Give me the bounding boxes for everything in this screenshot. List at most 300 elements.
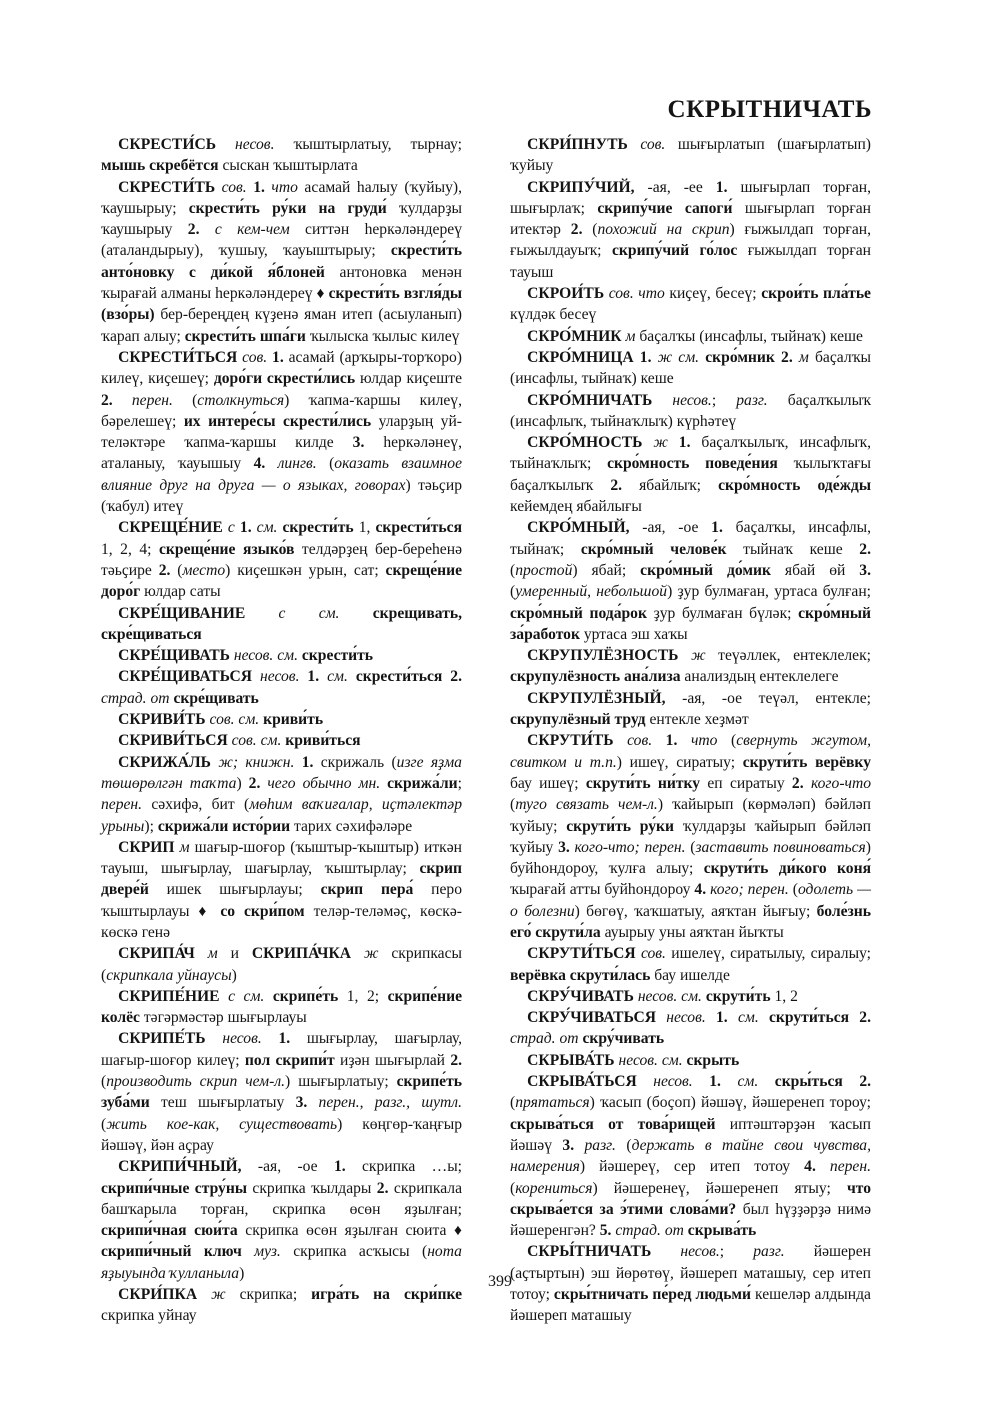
label-text: с см. [278, 604, 340, 622]
definition-text: -ая, -ее [634, 178, 716, 196]
headword-text: 3. [352, 434, 365, 452]
definition-text: скрипкала башҡарыла торған, скрипка өсөн яҙылған; [101, 1179, 462, 1218]
headword-text: 1. [716, 1009, 728, 1027]
definition-text: скрипка өсөн яҙылған сюита ♦ [237, 1222, 462, 1240]
definition-text [245, 605, 278, 622]
definition-text [319, 668, 327, 685]
label-text: см. [737, 1009, 759, 1027]
definition-text [651, 1243, 680, 1260]
definition-text: киҫеү, бесеү; [664, 285, 762, 303]
label-text: перен. [101, 796, 143, 814]
definition-text [706, 1009, 716, 1026]
dictionary-entry [510, 1050, 871, 1071]
definition-text: ) йәшеренеү, йәшеренеп ятыу; [592, 1179, 847, 1197]
headword-text: 2. [859, 540, 871, 558]
definition-text: йәшерен (аҫтыртын) эш йөрөтөү, йәшереп маташыу, сер итеп тотоу; [510, 1243, 871, 1304]
definition-text: ( [788, 881, 798, 899]
headword-text: 2. [158, 561, 171, 579]
headword-text: скрути́ться 2. [768, 1009, 871, 1027]
label-text: ж [691, 647, 706, 665]
definition-text: скрипка; [225, 1286, 312, 1304]
right-column [510, 134, 871, 1327]
dictionary-entry [510, 1007, 871, 1050]
definition-text: 1, 2, 4; [101, 540, 159, 558]
label-text: кого-что [810, 774, 872, 792]
definition-text [656, 1009, 666, 1026]
headword-text: СКРИ́ПНУТЬ [527, 136, 628, 153]
definition-text: еп сиратыу [700, 774, 792, 792]
headword-text: криви́ть [263, 711, 324, 729]
headword-text: скро́мный до́мик [640, 561, 771, 579]
definition-text [642, 434, 653, 451]
definition-text: тыйнаҡ кеше [726, 540, 860, 558]
definition-text [195, 945, 208, 962]
definition-text: ғыжылдап торған тауыш [510, 242, 871, 281]
definition-text: ) [231, 966, 237, 984]
definition-text: шығырлап торған, шығырлаҡ; [510, 178, 872, 217]
label-text: несов. [260, 668, 300, 686]
label-text: муз. [254, 1243, 281, 1261]
definition-text [804, 775, 811, 792]
label-text: мөһим ваҡиғалар, иҫтәлектәр урыны [101, 796, 463, 835]
definition-text: ситтән һеркәләндереү (аталандырыу), ҡушыу, ҡауыштырыу; [101, 221, 462, 260]
definition-text [693, 1073, 710, 1090]
headword-text: 1. [665, 732, 678, 750]
definition-text: уларҙың уй-теләктәре ҡапма-ҡаршы килде [101, 412, 462, 452]
label-text: сов. см. [209, 711, 260, 729]
definition-text: ) йәшереү, сер итеп тотоу [579, 1158, 805, 1176]
label-text: ж см. [657, 348, 700, 366]
definition-text: ( [510, 583, 516, 601]
definition-text [252, 668, 260, 685]
definition-text: -ая, -ое [241, 1158, 334, 1176]
headword-text: скры́тничать пе́ред людьми́ [553, 1286, 752, 1304]
headword-text: СКРЕ́ЩИВАНИЕ [118, 604, 246, 622]
definition-text: ҡулдарҙы ҡаушырыу [101, 199, 462, 239]
definition-text: ) ҡапма-ҡаршы килеү, бәрелешеү; [101, 391, 463, 430]
definition-text: ) киҫешкән урын, сат; [225, 561, 386, 579]
definition-text: ) ҙур булмаған, уртаса булған; [667, 583, 872, 601]
definition-text: сәхифә, бит ( [142, 796, 250, 814]
label-text: производить скрип чем-л. [106, 1073, 286, 1091]
definition-text: баҫалҡылыҡ, инсафлыҡ, тыйнаҡлыҡ; [510, 434, 871, 473]
definition-text: ( [170, 561, 183, 579]
headword-text: скро́мный за́работок [510, 604, 871, 643]
definition-text: уртаса эш хаҡы [579, 625, 688, 643]
headword-text: СКРИП [118, 838, 175, 856]
definition-text: кешеләр алдында йәшереп маташыу [510, 1286, 871, 1325]
definition-text [574, 1137, 584, 1154]
label-text: что [271, 178, 298, 196]
label-text: несов. см. [637, 987, 702, 1005]
label-text: м [798, 348, 809, 366]
definition-text [758, 1073, 775, 1090]
definition-text: ҙур булмаған бүләк; [646, 604, 799, 622]
definition-text: ( [172, 391, 198, 409]
definition-text [264, 988, 273, 1005]
label-text: заставить повиноваться [695, 838, 866, 856]
definition-text: ентекле хеҙмәт [645, 711, 749, 729]
label-text: сов. [640, 136, 666, 153]
dictionary-entry [101, 517, 462, 602]
definition-text: ҡырағай атты буйһондороу [510, 881, 695, 899]
definition-text [307, 1094, 318, 1111]
headword-text: СКРИПЕ́НИЕ [118, 987, 220, 1005]
headword-text: скрипу́чие сапоги́ [597, 199, 733, 217]
headword-text: СКРУТИ́ТЬСЯ [527, 945, 636, 963]
definition-text [216, 136, 235, 153]
definition-text: ( [101, 1073, 107, 1091]
definition-text: ( [316, 455, 335, 473]
definition-text: скрипка асҡысы ( [280, 1243, 428, 1261]
headword-text: игра́ть на скри́пке [311, 1286, 463, 1304]
label-text: несов. [235, 136, 275, 153]
definition-text: скрипка …ы; [345, 1158, 463, 1176]
headword-text: скрести́ться 2. [355, 668, 462, 686]
headword-text: со скри́пом [220, 902, 305, 920]
headword-text: 1. [333, 1158, 346, 1176]
label-text: страд. от [615, 1222, 684, 1240]
label-text: с [227, 519, 235, 537]
label-text: умеренный, небольшой [515, 583, 668, 601]
label-text: скрипкала уйнаусы [106, 966, 232, 984]
headword-text: скрупулёзность ана́лиза [510, 668, 681, 686]
headword-text: СКРЫВА́ТЬСЯ [527, 1073, 637, 1091]
definition-text: шығырлатып (шағырлатып) ҡуйыу [510, 136, 871, 175]
headword-text: пол скрипи́т [244, 1051, 335, 1069]
definition-text: бау ишелде [650, 966, 730, 984]
dictionary-entry [510, 134, 871, 177]
label-text: сов. см. [231, 732, 282, 750]
dictionary-entry [510, 432, 871, 517]
definition-text [339, 605, 372, 622]
label-text: свернуть жгутом, свитком и т.п. [510, 732, 871, 771]
headword-text: 2. [610, 476, 623, 494]
definition-text: юлдар киҫеште [355, 370, 462, 388]
dictionary-entry [101, 730, 462, 751]
definition-text: теләр-теләмәҫ, көскә-көскә генә [101, 902, 462, 941]
definition-text: кейемдең ябайлығы [510, 498, 642, 516]
definition-text [265, 455, 277, 472]
headword-text: СКРЕСТИ́ТЬСЯ [118, 348, 238, 366]
dictionary-entry [510, 517, 871, 645]
headword-text: СКРОИ́ТЬ [527, 285, 605, 303]
headword-text: скрижа́ли исто́рии [157, 817, 291, 835]
label-text: место [182, 561, 226, 579]
definition-text: ауырыу уны аяҡтан йыҡты [600, 923, 784, 941]
definition-text: анализдың ентеклелеге [680, 668, 839, 686]
label-text: что [690, 732, 718, 750]
left-column [101, 134, 462, 1327]
dictionary-entry [510, 1071, 871, 1241]
headword-text: верёвка скрути́лась [510, 966, 651, 984]
headword-text: СКРИ́ПКА [118, 1286, 198, 1304]
definition-text: баҫалҡы (инсафлы, тыйнаҡ) кеше [510, 348, 872, 388]
definition-text [220, 988, 229, 1005]
headword-text: СКРИПА́Ч [118, 945, 195, 963]
definition-text [652, 732, 666, 749]
definition-text: и [217, 945, 252, 963]
headword-text: 4. [804, 1158, 816, 1176]
dictionary-entry [510, 283, 871, 326]
headword-text: скрижа́ли [387, 774, 458, 792]
label-text: сов. [242, 348, 268, 366]
definition-text: шағыр-шоғор (ҡыштыр-ҡыштыр) иткән тауыш, шығырлау, шағырлау, ҡыштырлау; [101, 838, 462, 878]
headword-text: скрути́ть ру́ки [566, 817, 674, 835]
definition-text: баҫалҡы (инсафлы, тыйнаҡ) кеше [635, 327, 863, 345]
definition-text: ( [101, 1115, 107, 1133]
headword-text: СКРУТИ́ТЬ [527, 732, 614, 750]
definition-text: асамай һалыу (ҡуйыу), ҡаушырыу; [101, 178, 462, 217]
definition-text: шығырлау, шағырлау, шағыр-шоғор килеү; [101, 1030, 463, 1069]
label-text: оказать взаимное влияние друг на друга — о языках, говорах [101, 455, 462, 494]
headword-text: 3. [558, 838, 570, 856]
headword-text: 1. [239, 519, 252, 537]
headword-text: скреще́ние языко́в [158, 540, 295, 558]
definition-text: күлдәк бесеү [510, 306, 597, 324]
label-text: несов. [222, 1030, 262, 1048]
headword-text: боле́знь его́ скрути́ла [510, 902, 871, 941]
headword-text: скрипу́чий го́лос [611, 242, 738, 260]
definition-text: ҡылыҡтағы баҫалҡылыҡ [510, 455, 872, 494]
headword-text: скрипе́ть [272, 987, 339, 1005]
headword-text: скрути́ть ди́кого коня́ [703, 860, 872, 878]
headword-text: скрыва́ть [687, 1222, 757, 1240]
definition-text: скрипка уйнау [101, 1307, 197, 1325]
definition-text [242, 1243, 254, 1260]
label-text: столкнуться [197, 391, 285, 409]
label-text: м [179, 838, 190, 856]
headword-text: скрести́ть шпа́ги [184, 327, 306, 345]
headword-text: скрипи́чная сюи́та [101, 1222, 238, 1240]
definition-text [206, 1030, 223, 1047]
headword-text: 2. [187, 221, 200, 239]
label-text: см. [737, 1073, 759, 1091]
dictionary-entry [101, 603, 462, 646]
definition-text: телдәрҙең бер-береһенә тәьҫире [101, 540, 462, 579]
definition-text: ; [719, 1243, 754, 1261]
running-title: СКРЫТНИЧАТЬ [667, 96, 872, 123]
label-text: разг. [584, 1136, 616, 1154]
label-text: несов. [680, 1243, 720, 1261]
headword-text: криви́ться [285, 732, 361, 750]
definition-text [262, 1030, 279, 1047]
headword-text: СКРЕ́ЩИВАТЬ [118, 647, 230, 665]
headword-text: скрыть [686, 1051, 740, 1069]
dictionary-entry [510, 986, 871, 1007]
label-text: сов. [640, 945, 666, 963]
headword-text: СКРИВИ́ТЬСЯ [118, 732, 228, 750]
label-text: страд. от [101, 689, 170, 707]
label-text: нота яҙыуында ҡулланыла [101, 1243, 462, 1282]
headword-text: скро́мный пода́рок [510, 604, 647, 622]
headword-text: 2. [248, 774, 261, 792]
headword-text: СКРУПУЛЁЗНЫЙ, [527, 689, 666, 707]
headword-text: 1. [253, 178, 265, 196]
dictionary-entry [101, 752, 462, 837]
label-text: перен., разг., шутл. [318, 1094, 462, 1112]
definition-text [677, 732, 691, 749]
dictionary-entry [510, 645, 871, 688]
definition-text [679, 647, 692, 664]
headword-text: скро́мность оде́жды [718, 476, 871, 494]
definition-text: теш шығырлатыу [149, 1094, 296, 1112]
headword-text: 1. [715, 178, 728, 196]
definition-text: 1, [353, 519, 376, 537]
definition-text: теүәллек, ентеклелек; [705, 647, 871, 665]
definition-text: ) [236, 774, 249, 792]
label-text: с см. [228, 987, 265, 1005]
headword-text: СКРУ́ЧИВАТЬ [527, 987, 634, 1005]
label-text: лингв. [277, 455, 317, 473]
definition-text: 1, 2 [770, 987, 798, 1005]
headword-text: скро́мность поведе́ния [607, 455, 778, 473]
definition-text: ( [717, 732, 737, 750]
definition-text: ( [510, 1179, 516, 1197]
headword-text: СКРИПА́ЧКА [251, 945, 352, 963]
label-text: м [625, 327, 636, 345]
definition-text: бау ишеү; [510, 774, 586, 792]
definition-text: иптәштәрҙән ҡасып йәшәү [510, 1115, 871, 1154]
definition-text: тарих сәхифәләре [290, 817, 413, 835]
label-text: ж [211, 1286, 226, 1304]
dictionary-entry [101, 177, 462, 347]
headword-text: 2. [450, 1051, 463, 1069]
label-text: сов. [627, 732, 653, 750]
definition-text: был һүҙҙәрҙә нимә йәшеренгән? [510, 1200, 871, 1240]
headword-text: 3. [562, 1136, 575, 1154]
definition-text: ҡылыска ҡылыс килеү [305, 327, 460, 345]
definition-text: ябай өй [770, 561, 860, 579]
label-text: кого; перен. [710, 881, 789, 899]
dictionary-entry [101, 666, 462, 709]
dictionary-entry [101, 1156, 462, 1284]
definition-text: ); [144, 817, 158, 835]
definition-text: асамай (арҡыры-торҡоро) килеү, киҫешеү; [101, 348, 462, 388]
dictionary-entry [510, 347, 871, 390]
label-text: см. [327, 668, 348, 686]
definition-text: баҫалҡы, инсафлы, тыйнаҡ; [510, 519, 871, 558]
headword-text: СКРИПЕ́ТЬ [118, 1030, 206, 1048]
headword-text: СКРЫВА́ТЬ [527, 1051, 615, 1069]
definition-text [113, 392, 132, 409]
definition-text: һеркәләнеү, аталаныу, ҡауышыу [101, 434, 462, 473]
definition-text: ишек шығырлауы; [148, 881, 321, 899]
headword-text: СКРЕСТИ́ТЬ [118, 178, 216, 196]
definition-text [759, 1009, 769, 1026]
definition-text: скрипкасы ( [101, 945, 463, 984]
dictionary-entry [510, 177, 871, 283]
headword-text: скре́щивать [173, 689, 259, 707]
headword-text: скрести́ть ру́ки на груди́ [188, 199, 387, 217]
label-text: несов. [672, 391, 712, 409]
definition-text [728, 1009, 738, 1026]
headword-text: скрипе́ть зуба́ми [101, 1073, 462, 1112]
definition-text: ( [510, 1094, 516, 1112]
label-text: простой [515, 561, 573, 579]
headword-text: мышь скребётся [101, 157, 219, 175]
headword-text: скро́мник 2. [705, 348, 793, 366]
dictionary-entry [101, 1028, 462, 1156]
definition-text: ишелеү, сиратылыу, сиралыу; [665, 945, 871, 963]
definition-text: ( [510, 561, 516, 579]
headword-text: доро́ги скрести́лись [213, 370, 356, 388]
definition-text: ) шығырлатыу; [285, 1073, 397, 1091]
definition-text [721, 1073, 738, 1090]
dictionary-entry [510, 730, 871, 943]
dictionary-entry [101, 347, 462, 517]
label-text: с кем-чем [214, 221, 290, 239]
definition-text: ) тәьҫир (ҡабул) итеү [101, 476, 462, 516]
headword-text: скрипи́чные стру́ны [101, 1179, 248, 1197]
headword-text: что скрыва́ется за э́тими слова́ми? [510, 1179, 871, 1218]
label-text: перен. [829, 1158, 871, 1176]
headword-text: скро́мный челове́к [580, 540, 727, 558]
headword-text: СКРИПУ́ЧИЙ, [527, 178, 635, 196]
label-text: изге яҙма төшөрөлгән таҡта [101, 753, 462, 792]
headword-text: скрести́ться [375, 519, 463, 537]
headword-text: скрести́ть [282, 519, 354, 537]
definition-text: ) ҡайырып (көрмәләп) бәйләп ҡуйыу; [510, 796, 871, 835]
headword-text: 4. [253, 455, 266, 473]
headword-text: 1. [278, 1030, 291, 1048]
definition-text: ; [711, 391, 737, 409]
headword-text: 1. [678, 434, 691, 452]
definition-text: ; [457, 774, 462, 792]
label-text: см. [256, 519, 278, 537]
definition-text: ) ябай; [572, 561, 641, 579]
label-text: прятаться [515, 1094, 590, 1112]
dictionary-entry [101, 134, 462, 177]
headword-text: скрип двере́й [101, 860, 462, 899]
headword-text: СКРЕ́ЩИВАТЬСЯ [118, 668, 253, 686]
headword-text: 1. [301, 753, 314, 771]
headword-text: СКРЫ́ТНИЧАТЬ [527, 1243, 652, 1261]
definition-text: тәгәрмәстәр шығырлауы [139, 1009, 307, 1027]
headword-text: скру́чивать [582, 1030, 665, 1048]
headword-text: 5. [599, 1222, 612, 1240]
headword-text: 2. [570, 221, 583, 239]
label-text: сов. что [608, 285, 665, 303]
headword-text: СКРИВИ́ТЬ [118, 711, 206, 729]
dictionary-entry [101, 709, 462, 730]
dictionary-entry [101, 837, 462, 943]
label-text: несов. [666, 1009, 706, 1027]
definition-text: ) көңгөр-ҡаңғыр йәшәү, йән аҫрау [101, 1115, 463, 1154]
headword-text: СКРО́МНИК [527, 327, 622, 345]
label-text: разг. [753, 1243, 785, 1261]
headword-text: СКРУ́ЧИВАТЬСЯ [527, 1009, 657, 1027]
definition-text: ҡыштырлатыу, тырнау; [274, 136, 462, 153]
dictionary-entry [510, 688, 871, 731]
headword-text: 1. [709, 1073, 721, 1091]
label-text: туго связать чем-л. [515, 796, 658, 814]
definition-text: перо ҡыштырлауы ♦ [101, 881, 463, 920]
headword-text: скрути́ть [705, 987, 771, 1005]
label-text: корениться [515, 1179, 593, 1197]
dictionary-entry [101, 645, 462, 666]
definition-text: -ая, -ое теүәл, ентекле; [665, 689, 871, 707]
headword-text: 2. [101, 391, 113, 409]
definition-text: ( [615, 1136, 632, 1154]
label-text: кого-что; перен. [574, 838, 686, 856]
definition-text: ( [582, 221, 598, 239]
definition-text [614, 732, 628, 749]
definition-text: антоновка менән ҡырағай алманы һеркәләндереү ♦ [101, 263, 462, 303]
label-text: ж [653, 434, 668, 452]
headword-text: СКРО́МНОСТЬ [527, 434, 643, 452]
definition-text [351, 945, 364, 962]
